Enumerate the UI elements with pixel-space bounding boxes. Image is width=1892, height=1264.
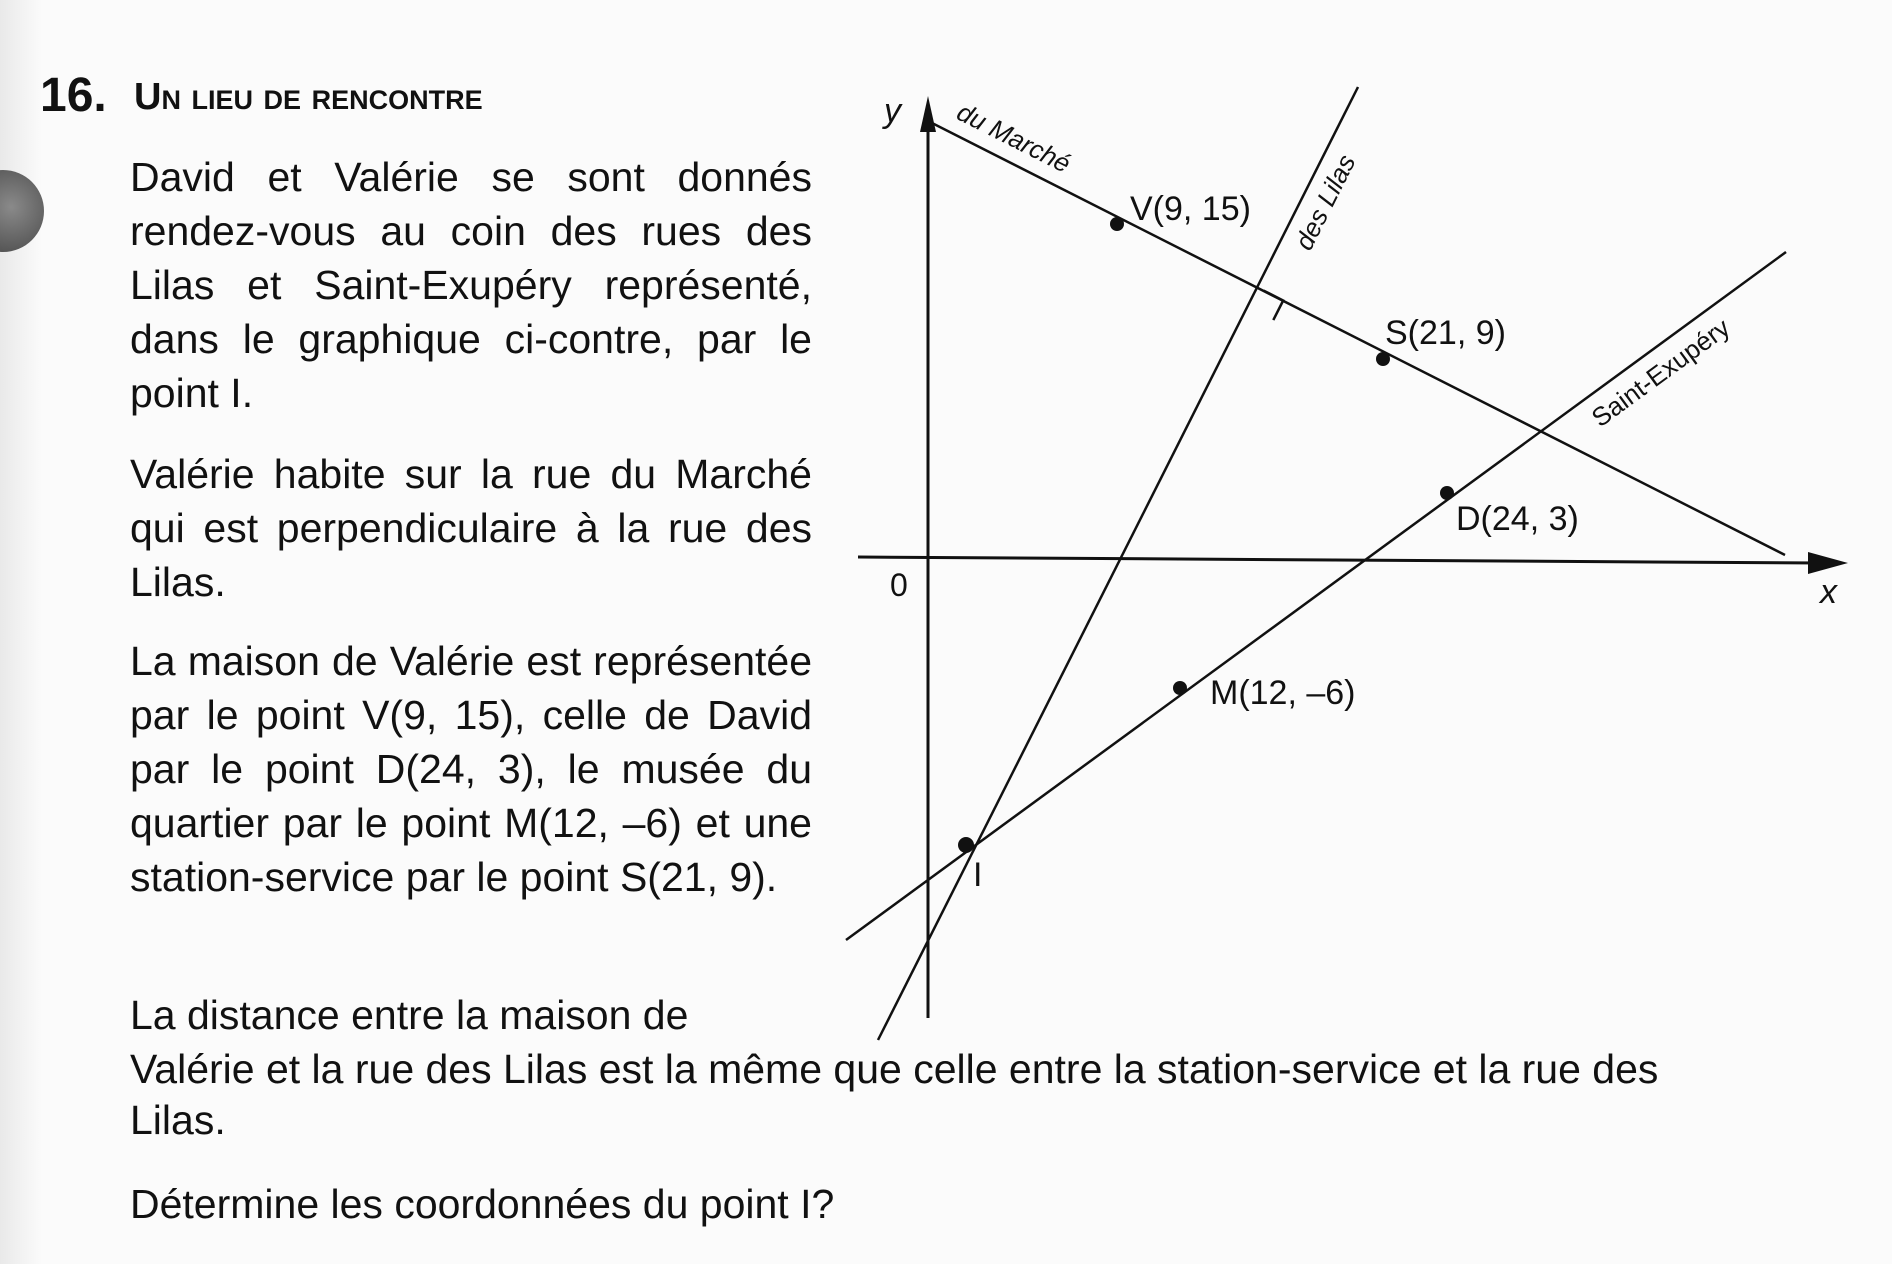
- paragraph-1: David et Valérie se sont donnés rendez-vous au coin des rues des Lilas et Saint-Exupéry représenté, dans le graphique ci-contre, par le point I.: [130, 154, 812, 416]
- right-angle-marker: [1264, 291, 1284, 321]
- point-v-dot: [1110, 217, 1124, 231]
- paragraph-3: La maison de Valérie est représentée par le point V(9, 15), celle de David par le point D(24, 3), le musée du quartier par le point M(12, –6) et une station-service par le point S(21, 9).: [130, 638, 812, 900]
- point-s-label: S(21, 9): [1385, 314, 1506, 352]
- street-label-saint-exupery: Saint-Exupéry: [1585, 312, 1736, 433]
- street-label-lilas: des Lilas: [1288, 149, 1362, 255]
- paragraph-2: Valérie habite sur la rue du Marché qui est perpendiculaire à la rue des Lilas.: [130, 451, 812, 605]
- x-axis-arrow: [1808, 552, 1848, 574]
- point-v-label: V(9, 15): [1130, 190, 1251, 228]
- paragraph-4-line-1: La distance entre la maison de: [130, 992, 689, 1038]
- question: Détermine les coordonnées du point I?: [130, 1181, 835, 1227]
- y-axis-arrow: [920, 96, 936, 132]
- point-m-dot: [1173, 681, 1187, 695]
- point-i-dot: [958, 837, 974, 853]
- paragraph-4-line-3: Lilas.: [130, 1097, 226, 1143]
- point-d-label: D(24, 3): [1456, 500, 1579, 538]
- paragraph-4-line-2: Valérie et la rue des Lilas est la même que celle entre la station-service et la rue des: [130, 1046, 1659, 1092]
- origin-label: 0: [890, 567, 908, 603]
- street-line-marche: [930, 122, 1785, 555]
- street-label-marche: du Marché: [952, 96, 1076, 179]
- x-axis-label: x: [1820, 573, 1837, 611]
- point-d-dot: [1440, 486, 1454, 500]
- point-s-dot: [1376, 352, 1390, 366]
- point-i-label: I: [973, 856, 983, 894]
- x-axis: [858, 557, 1820, 563]
- exercise-title: Un lieu de rencontre: [134, 76, 483, 118]
- exercise-number: 16.: [40, 69, 107, 122]
- y-axis-label: y: [884, 92, 901, 130]
- point-m-label: M(12, –6): [1210, 674, 1356, 712]
- street-line-saint-exupery: [846, 252, 1786, 940]
